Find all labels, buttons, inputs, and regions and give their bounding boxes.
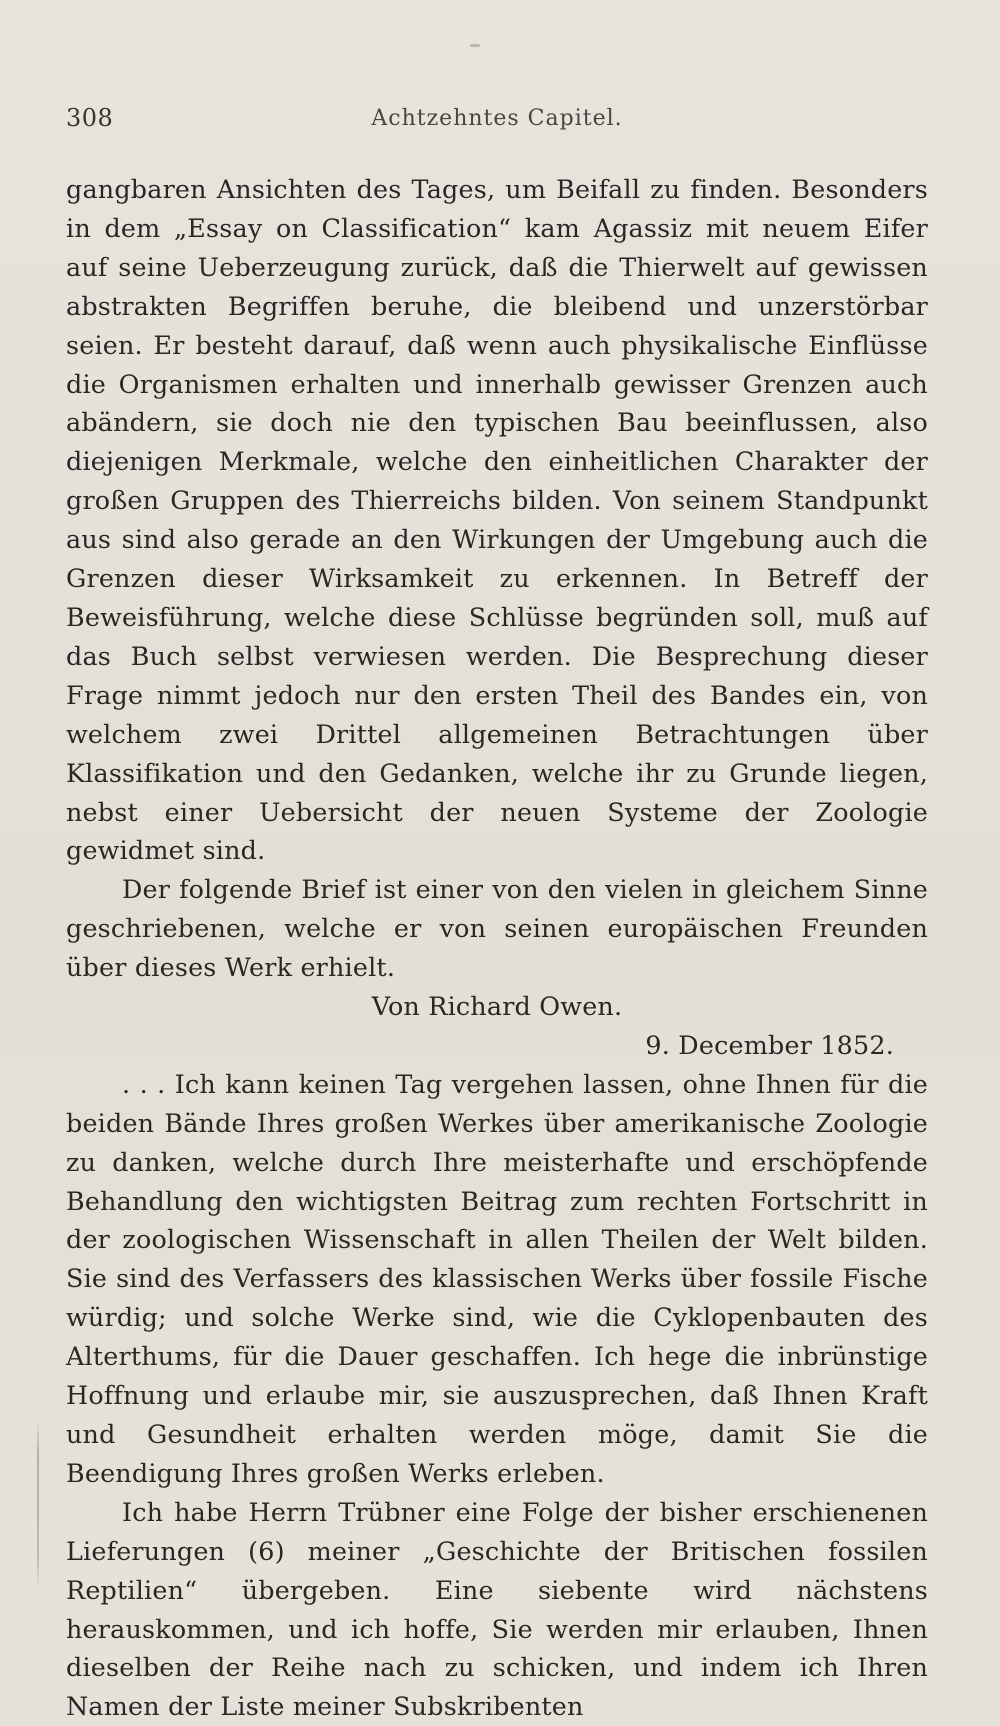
body-paragraph-1: gangbaren Ansichten des Tages, um Beifall zu finden. Besonders in dem „Essay on Classification“ kam Agassiz mit neuem Eifer auf seine Ueberzeugung zurück, daß die Thierwelt auf gewissen abstrakten Begriffen beruhe, die bleibend und unzerstörbar seien. Er besteht darauf, daß wenn auch physikalische Einflüsse die Organismen erhalten und innerhalb gewisser Grenzen auch abändern, sie doch nie den typischen Bau beeinflussen, also diejenigen Merkmale, welche den einheitlichen Charakter der großen Gruppen des Thierreichs bilden. Von seinem Standpunkt aus sind also gerade an den Wirkungen der Umgebung auch die Grenzen dieser Wirksamkeit zu erkennen. In Betreff der Beweisführung, welche diese Schlüsse begründen soll, muß auf das Buch selbst verwiesen werden. Die Besprechung dieser Frage nimmt jedoch nur den ersten Theil des Bandes ein, von welchem zwei Drittel allgemeinen Betrachtungen über Klassifikation und den Gedanken, welche ihr zu Grunde liegen, nebst einer Uebersicht der neuen Systeme der Zoologie gewidmet sind.	[66, 174, 928, 866]
margin-pencil-mark	[37, 1420, 39, 1590]
letter-heading: Von Richard Owen.	[371, 991, 623, 1022]
ink-smudge	[470, 44, 480, 47]
body-paragraph-2: Der folgende Brief ist einer von den vielen in gleichem Sinne geschriebenen, welche er von seinen europäischen Freunden über dieses Werk erhielt.	[66, 874, 928, 983]
chapter-title: Achtzehntes Capitel.	[371, 106, 623, 131]
running-head	[66, 96, 928, 136]
letter-paragraph-2: Ich habe Herrn Trübner eine Folge der bisher erschienenen Lieferungen (6) meiner „Geschichte der Britischen fossilen Reptilien“ übergeben. Eine siebente wird nächstens herauskommen, und ich hoffe, Sie werden mir erlauben, Ihnen dieselben der Reihe nach zu schicken, und indem ich Ihren Namen der Liste meiner Subskribenten	[66, 1496, 928, 1722]
letter-paragraph-1: . . . Ich kann keinen Tag vergehen lassen, ohne Ihnen für die beiden Bände Ihres großen Werkes über amerikanische Zoologie zu danken, welche durch Ihre meisterhafte und erschöpfende Behandlung den wichtigsten Beitrag zum rechten Fortschritt in der zoologischen Wissenschaft in allen Theilen der Welt bilden. Sie sind des Verfassers des klassischen Werks über fossile Fische würdig; und solche Werke sind, wie die Cyklopenbauten des Alterthums, für die Dauer geschaffen. Ich hege die inbrünstige Hoffnung und erlaube mir, sie auszusprechen, daß Ihnen Kraft und Gesundheit erhalten werden möge, damit Sie die Beendigung Ihres großen Werks erleben.	[66, 1068, 928, 1488]
letter-date: 9. December 1852.	[645, 1029, 894, 1060]
page-number: 308	[66, 104, 114, 132]
body-text	[66, 170, 928, 1726]
